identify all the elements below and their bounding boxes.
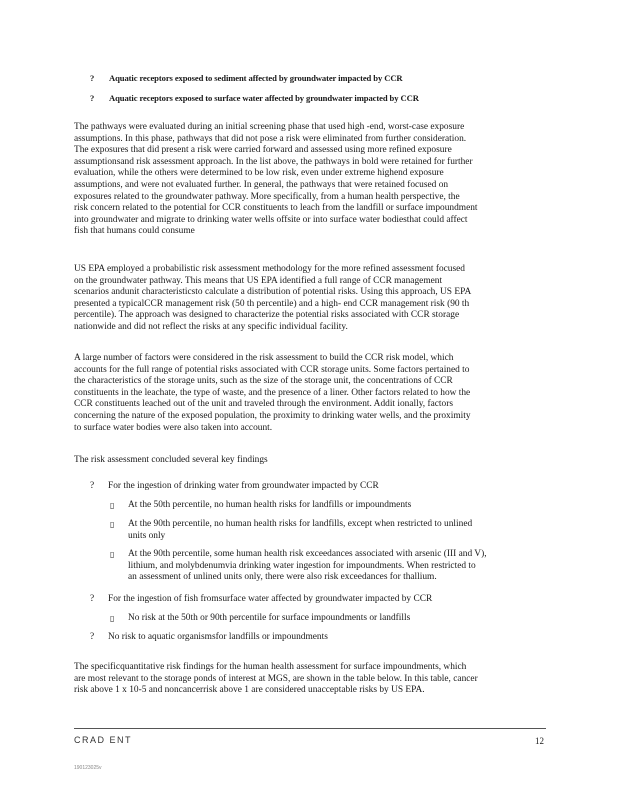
para-line: A large number of factors were considered in the risk assessment to build the CCR risk model, which bbox=[74, 353, 454, 363]
sub-bullet-marker: ▯ bbox=[110, 550, 115, 559]
para-line: fish that humans could consume bbox=[74, 226, 195, 237]
sub-bullet-marker: ▯ bbox=[110, 501, 115, 510]
bullet-bold-1 bbox=[90, 73, 403, 83]
para-line: concerning the nature of the exposed population, the proximity to drinking water wells, and the proximity bbox=[74, 410, 471, 421]
finding-drinking-water bbox=[90, 481, 379, 493]
bullet-marker: ? bbox=[90, 481, 95, 491]
finding-aquatic bbox=[90, 632, 328, 644]
para-line: accounts for the full range of potential risks associated with CCR storage units. Some factors pertained to bbox=[74, 364, 470, 375]
sub-bullet-line: No risk at the 50th or 90th percentile for surface impoundments or landfills bbox=[128, 613, 411, 623]
para-line: to surface water bodies were also taken into account. bbox=[74, 422, 273, 433]
bullet-text: For the ingestion of fish fromsurface water affected by groundwater impacted by CCR bbox=[108, 594, 433, 604]
sub-bullet-marker: ▯ bbox=[110, 614, 115, 623]
para-line: percentile). The approach was designed to characterize the potential risks associated with CCR storage bbox=[74, 310, 460, 321]
para-line: on the groundwater pathway. This means that US EPA identified a full range of CCR management bbox=[74, 275, 443, 286]
para-line: nationwide and did not reflect the risks at any specific individual facility. bbox=[74, 321, 348, 332]
bullet-bold-2 bbox=[90, 93, 419, 103]
paragraph-quantitative bbox=[74, 662, 574, 697]
para-line: into groundwater and migrate to drinking water wells offsite or into surface water bodiesthat could affect bbox=[74, 214, 468, 225]
bullet-marker: ? bbox=[90, 73, 95, 83]
company-logo: CRAD ENT bbox=[74, 735, 133, 745]
bullet-marker: ? bbox=[90, 632, 95, 642]
bullet-text: No risk to aquatic organismsfor landfills or impoundments bbox=[108, 632, 328, 642]
sub-bullet-line: At the 50th percentile, no human health risks for landfills or impoundments bbox=[128, 500, 412, 510]
sub-bullet-line: an assessment of unlined units only, there were also risk exceedances for thallium. bbox=[128, 572, 437, 583]
bullet-text: For the ingestion of drinking water from groundwater impacted by CCR bbox=[108, 481, 379, 491]
para-line: constituents in the leachate, the type of waste, and the presence of a liner. Other factors related to how the bbox=[74, 387, 471, 398]
sub-bullet-line: At the 90th percentile, some human health risk exceedances associated with arsenic (III and V), bbox=[128, 549, 487, 559]
para-line: the characteristics of the storage units, such as the size of the storage unit, the concentrations of CCR bbox=[74, 376, 453, 387]
paragraph-factors bbox=[74, 353, 574, 434]
para-line: The exposures that did present a risk were carried forward and assessed using more refined exposure bbox=[74, 145, 452, 156]
bullet-text: Aquatic receptors exposed to sediment affected by groundwater impacted by CCR bbox=[109, 73, 403, 83]
para-line: evaluation, while the others were determined to be low risk, even under extreme highend exposure bbox=[74, 168, 444, 179]
para-line: US EPA employed a probabilistic risk assessment methodology for the more refined assessment focused bbox=[74, 264, 465, 274]
para-line: risk concern related to the potential for CCR constituents to leach from the landfill or surface impoundment bbox=[74, 203, 478, 214]
para-line: assumptionsand risk assessment approach. In the list above, the pathways in bold were retained for further bbox=[74, 156, 473, 167]
sub-bullet-line: At the 90th percentile, no human health risks for landfills, except when restricted to unlined bbox=[128, 519, 473, 529]
document-id: 190123025v bbox=[74, 765, 102, 771]
paragraph-findings-intro bbox=[74, 455, 574, 467]
para-line: assumptions. In this phase, pathways that did not pose a risk were eliminated from further consideration. bbox=[74, 133, 467, 144]
bullet-text: Aquatic receptors exposed to surface water affected by groundwater impacted by CCR bbox=[109, 93, 419, 103]
para-line: exposures related to the groundwater pathway. More specifically, from a human health perspective, the bbox=[74, 191, 460, 202]
bullet-marker: ? bbox=[90, 93, 95, 103]
page-number: 12 bbox=[535, 736, 544, 746]
footer-divider bbox=[74, 728, 546, 729]
para-line: The pathways were evaluated during an initial screening phase that used high -end, worst-case exposure bbox=[74, 122, 465, 132]
para-line: The risk assessment concluded several key findings bbox=[74, 455, 268, 465]
finding-fish-ingestion bbox=[90, 594, 432, 606]
para-line: The specificquantitative risk findings for the human health assessment for surface impoundments, which bbox=[74, 662, 467, 672]
paragraph-methodology bbox=[74, 264, 574, 334]
para-line: assumptions, and were not evaluated further. In general, the pathways that were retained focused on bbox=[74, 179, 449, 190]
sub-bullet-line: lithium, and molybdenumvia drinking water ingestion for impoundments. When restricted to bbox=[128, 560, 476, 571]
para-line: scenarios andunit characteristicsto calculate a distribution of potential risks. Using this approach, US EPA bbox=[74, 287, 472, 298]
para-line: CCR constituents leached out of the unit and traveled through the environment. Addit ionally, factors bbox=[74, 399, 453, 410]
para-line: presented a typicalCCR management risk (50 th percentile) and a high- end CCR management risk (90 th bbox=[74, 298, 470, 309]
sub-bullet-line: units only bbox=[128, 530, 166, 541]
para-line: risk above 1 x 10-5 and noncancerrisk above 1 are considered unacceptable risks by US EPA. bbox=[74, 685, 425, 696]
bullet-marker: ? bbox=[90, 594, 95, 604]
sub-bullet-marker: ▯ bbox=[110, 520, 115, 529]
paragraph-pathways bbox=[74, 122, 574, 238]
para-line: are most relevant to the storage ponds of interest at MGS, are shown in the table below. In this table, cancer bbox=[74, 673, 478, 684]
